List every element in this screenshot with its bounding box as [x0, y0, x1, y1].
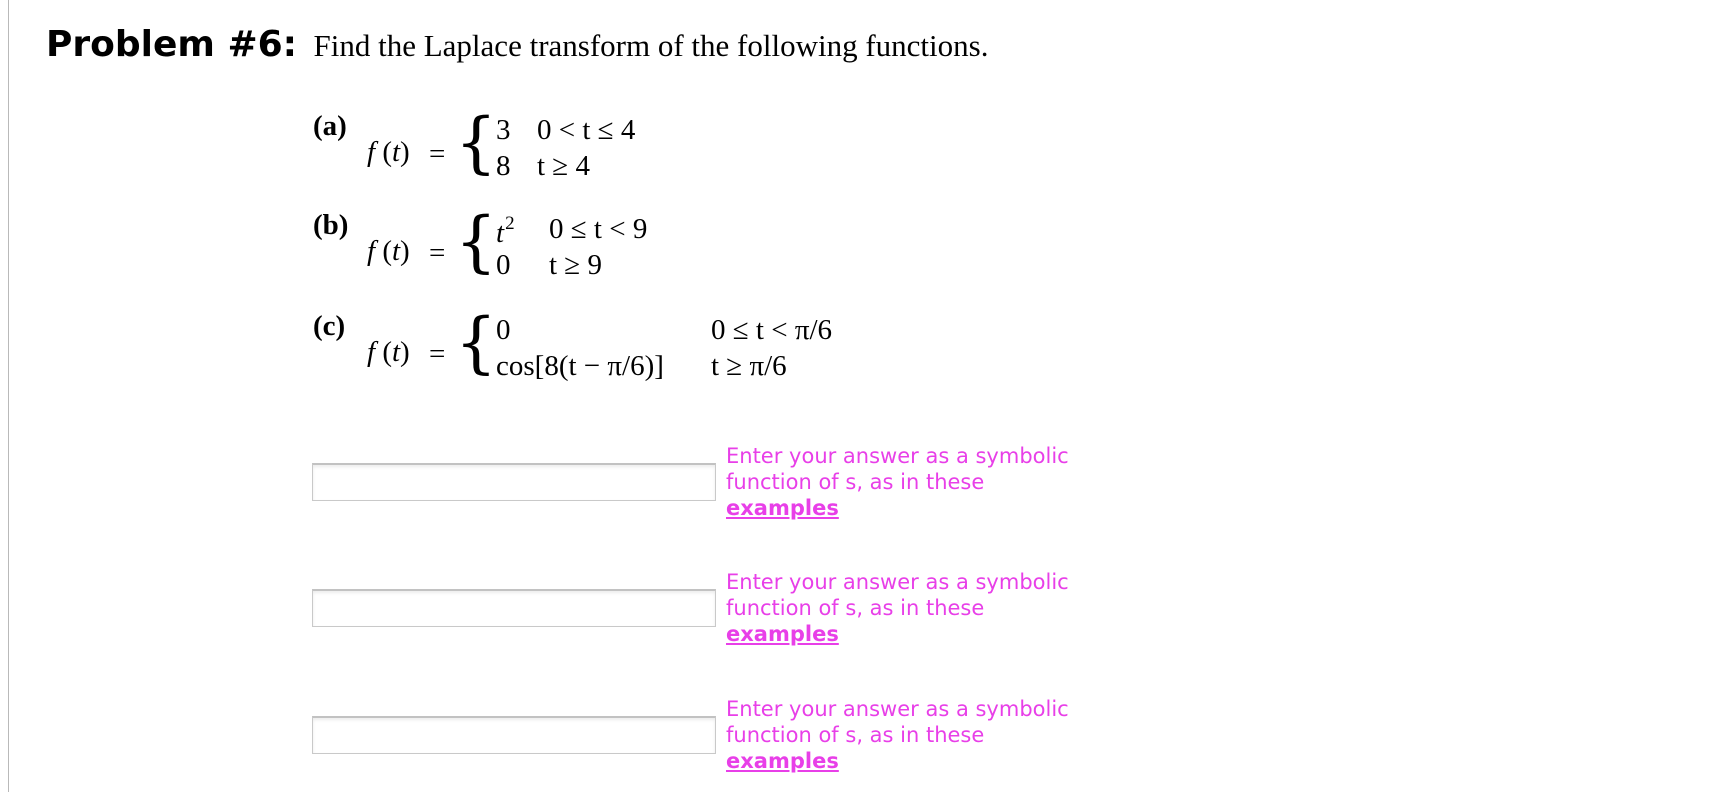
part-c-label: (c)	[313, 310, 346, 342]
answer-input-a[interactable]	[312, 463, 716, 501]
problem-instruction: Find the Laplace transform of the following functions.	[313, 28, 989, 63]
part-c-equals: =	[429, 338, 446, 370]
part-c-lhs: f (t)	[367, 336, 410, 368]
part-a-case1-condition: 0 < t ≤ 4	[537, 114, 636, 146]
answer-row-a	[0, 443, 1200, 543]
part-b-case1-condition: 0 ≤ t < 9	[549, 213, 648, 245]
answer-input-b[interactable]	[312, 589, 716, 627]
part-a-case2-condition: t ≥ 4	[537, 150, 590, 182]
part-c-case2-condition: t ≥ π/6	[711, 350, 787, 382]
hint-c	[726, 696, 1106, 774]
part-c	[313, 304, 933, 400]
examples-link-a[interactable]: examples	[726, 496, 839, 520]
part-b-case1-value: $t^2$	[496, 213, 515, 249]
problem-header	[46, 24, 988, 65]
part-a-lhs: f (t)	[367, 136, 410, 168]
problem-title: Problem #6:	[46, 24, 298, 65]
part-c-case1-condition: 0 ≤ t < π/6	[711, 314, 833, 346]
hint-a-text: Enter your answer as a symbolic function of s, as in these	[726, 444, 1069, 494]
part-b	[313, 203, 833, 299]
part-a	[313, 104, 833, 200]
examples-link-b[interactable]: examples	[726, 622, 839, 646]
part-b-equals: =	[429, 237, 446, 269]
left-border	[8, 0, 9, 792]
part-b-brace: {	[455, 203, 497, 280]
part-a-case1-value: 3	[496, 114, 511, 146]
part-b-lhs: f (t)	[367, 235, 410, 267]
answer-row-c	[0, 696, 1200, 796]
part-c-brace: {	[455, 304, 497, 381]
part-a-equals: =	[429, 138, 446, 170]
answer-row-b	[0, 569, 1200, 669]
answer-input-c[interactable]	[312, 716, 716, 754]
part-a-case2-value: 8	[496, 150, 511, 182]
hint-a	[726, 443, 1106, 521]
part-a-label: (a)	[313, 110, 347, 142]
examples-link-c[interactable]: examples	[726, 749, 839, 773]
part-b-label: (b)	[313, 209, 349, 241]
hint-b-text: Enter your answer as a symbolic function of s, as in these	[726, 570, 1069, 620]
part-c-case2-value: cos[8(t − π/6)]	[496, 350, 664, 382]
part-b-case2-value: 0	[496, 249, 511, 281]
part-a-brace: {	[455, 104, 497, 181]
part-c-case1-value: 0	[496, 314, 511, 346]
part-b-case2-condition: t ≥ 9	[549, 249, 602, 281]
hint-b	[726, 569, 1106, 647]
hint-c-text: Enter your answer as a symbolic function of s, as in these	[726, 697, 1069, 747]
